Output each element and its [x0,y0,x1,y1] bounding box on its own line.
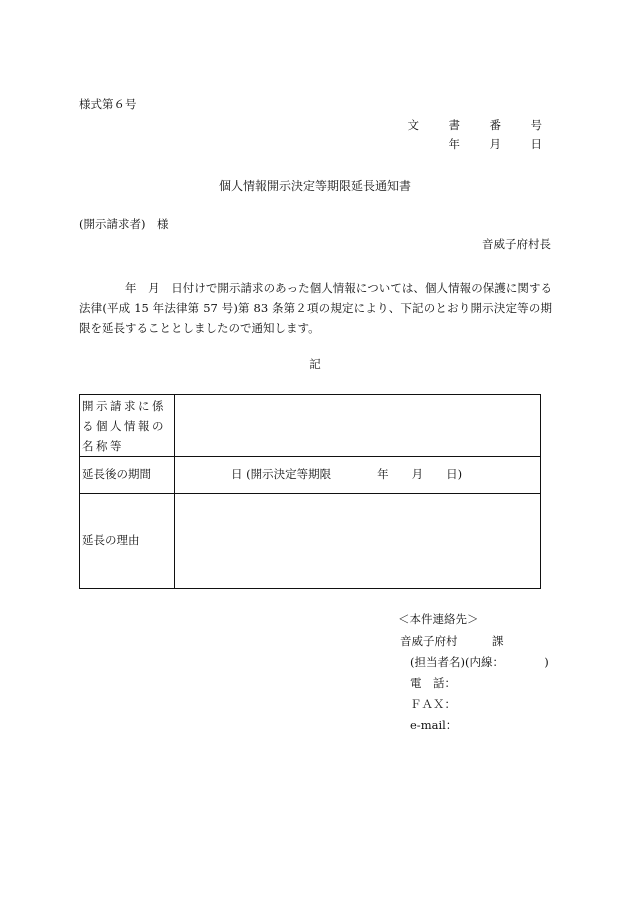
table-value-period: 日 (開示決定等期限 年 月 日) [175,457,541,494]
table-label-period: 延長後の期間 [80,457,175,494]
info-table [79,394,541,589]
contact-fax: ＦＡＸ： [410,697,456,711]
table-row-name [80,395,541,457]
document-number: 文 書 番 号 [407,118,551,132]
table-row-reason [80,494,541,589]
table-label-reason: 延長の理由 [80,494,175,589]
form-number: 様式第６号 [79,97,137,111]
contact-heading: ＜本件連絡先＞ [398,612,479,626]
contact-department: 音威子府村 課 [400,634,504,648]
sender: 音威子府村長 [482,237,551,251]
document-title: 個人情報開示決定等期限延長通知書 [218,179,411,193]
contact-email: e-mail： [410,718,458,732]
addressee: (開示請求者) 様 [79,217,169,231]
table-value-name [175,395,541,457]
ki-heading: 記 [309,357,321,371]
contact-telephone: 電 話： [410,676,456,690]
table-row-period [80,457,541,494]
table-label-name: 開示請求に係る個人情報の名称等 [80,395,175,457]
document-date: 年 月 日 [448,137,551,151]
contact-person: (担当者名)(内線： ) [410,655,549,669]
body-text: 年 月 日付けで開示請求のあった個人情報については、個人情報の保護に関する法律(平成 15 年法律第 57 号)第 83 条第２項の規定により、下記のとおり開示決定等の期限を延長することとしましたので通知します。 [79,281,552,335]
table-value-reason [175,494,541,589]
